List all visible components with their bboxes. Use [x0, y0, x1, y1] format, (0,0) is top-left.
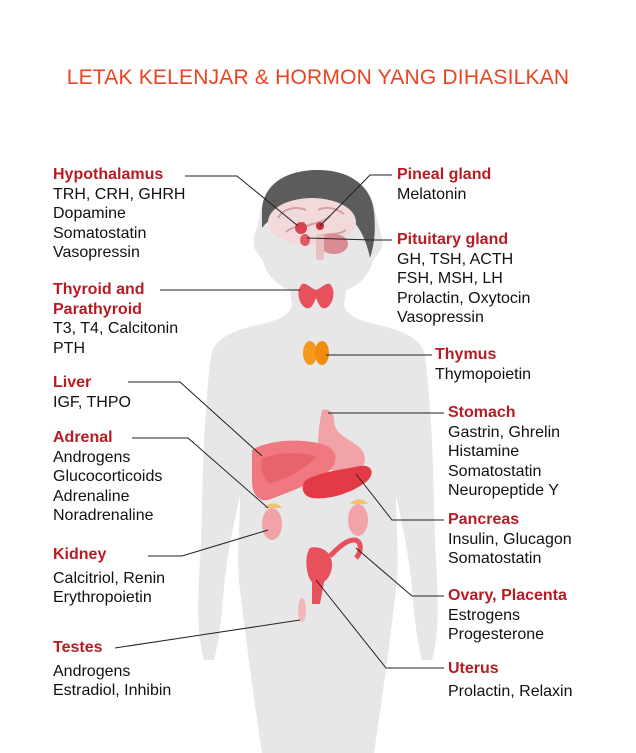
- hypothalamus-organ: [295, 222, 307, 234]
- hormone-item: Prolactin, Relaxin: [448, 682, 573, 700]
- hormone-item: Androgens: [53, 662, 131, 680]
- hormone-item: GH, TSH, ACTH: [397, 250, 514, 268]
- testes-organ: [298, 598, 306, 622]
- gland-name: Stomach: [448, 404, 516, 421]
- gland-name: Kidney: [53, 546, 107, 563]
- gland-label-testes: [53, 638, 171, 701]
- hormone-item: TRH, CRH, GHRH: [53, 185, 186, 203]
- hormone-item: Insulin, Glucagon: [448, 530, 572, 548]
- hormone-item: Melatonin: [397, 185, 467, 203]
- gland-name: Pancreas: [448, 511, 520, 528]
- page-title: LETAK KELENJAR & HORMON YANG DIHASILKAN: [66, 66, 570, 89]
- hormone-item: Progesterone: [448, 626, 545, 643]
- gland-name: Thyroid and: [53, 281, 145, 298]
- hormone-item: Adrenaline: [53, 487, 130, 505]
- hormone-item: IGF, THPO: [53, 393, 131, 411]
- gland-label-kidney: [53, 545, 165, 608]
- hormone-item: Somatostatin: [448, 550, 542, 567]
- gland-name: Uterus: [448, 660, 499, 677]
- hormone-item: Neuropeptide Y: [448, 482, 559, 499]
- gland-label-stomach: [448, 403, 560, 501]
- hormone-item: T3, T4, Calcitonin: [53, 320, 179, 337]
- hormone-item: Somatostatin: [448, 462, 542, 480]
- hormone-item: Estrogens: [448, 606, 521, 624]
- gland-name: Pineal gland: [397, 166, 492, 183]
- hormone-item: FSH, MSH, LH: [397, 270, 503, 287]
- hormone-item: PTH: [53, 339, 85, 357]
- gland-name: Hypothalamus: [53, 166, 164, 183]
- gland-label-thymus: [435, 345, 531, 384]
- hormone-item: Noradrenaline: [53, 507, 154, 524]
- hormone-item: Somatostatin: [53, 224, 147, 242]
- gland-name: Pituitary gland: [397, 231, 509, 248]
- gland-label-pineal: [397, 165, 491, 204]
- gland-label-pituitary: [397, 230, 530, 328]
- hormone-item: Prolactin, Oxytocin: [397, 289, 531, 307]
- hormone-item: Glucocorticoids: [53, 468, 163, 485]
- gland-label-uterus: [448, 659, 573, 701]
- hormone-item: Gastrin, Ghrelin: [448, 423, 561, 441]
- hormone-item: Androgens: [53, 448, 131, 466]
- gland-label-pancreas: [448, 510, 572, 569]
- hormone-item: Erythropoietin: [53, 589, 152, 606]
- hormone-item: Estradiol, Inhibin: [53, 682, 172, 699]
- hormone-item: Calcitriol, Renin: [53, 569, 166, 587]
- gland-name: Liver: [53, 374, 92, 391]
- hormone-item: Vasopressin: [53, 244, 140, 261]
- gland-label-ovary: [448, 586, 567, 645]
- gland-name: Testes: [53, 639, 103, 656]
- pituitary-organ: [300, 234, 310, 246]
- hormone-item: Histamine: [448, 443, 520, 460]
- gland-label-liver: [53, 373, 131, 412]
- hormone-item: Thymopoietin: [435, 365, 532, 383]
- gland-name: Thymus: [435, 346, 497, 363]
- gland-name: Ovary, Placenta: [448, 587, 567, 604]
- gland-label-hypothalamus: [53, 165, 185, 263]
- gland-label-thyroid: [53, 280, 178, 358]
- hormone-item: Dopamine: [53, 205, 126, 222]
- gland-label-adrenal: [53, 428, 162, 526]
- gland-name: Parathyroid: [53, 300, 142, 318]
- hormone-item: Vasopressin: [397, 309, 484, 326]
- gland-name: Adrenal: [53, 429, 113, 446]
